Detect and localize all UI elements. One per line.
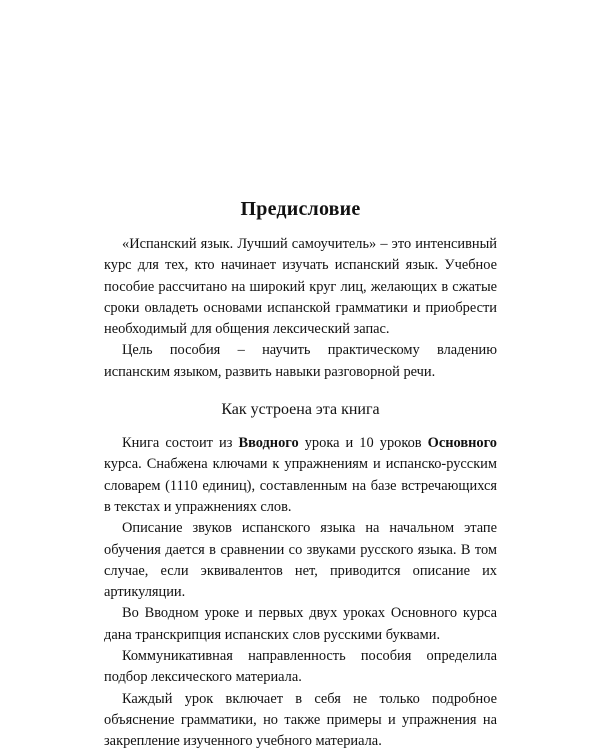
preface-paragraph: «Испанский язык. Лучший самоучитель» – это интенсивный курс для тех, кто начинает изучать испанский язык. Учебное пособие рассчитано на широкий круг лиц, желающих в сжатые сроки овладеть основами испанской грамматики и приобрести необходимый для общения лексический запас. (104, 236, 497, 338)
structure-paragraph: Каждый урок включает в себя не только подробное объяснение грамматики, но также примеры и упражнения на закрепление изученного учебного материала. (104, 690, 497, 750)
intro-text: Книга состоит из (122, 435, 239, 452)
intro-text: курса. Снабжена ключами к упражнениям и испанско-русским словарем (1110 единиц), составленным на базе встречающихся в текстах и упражнениях слов. (104, 456, 497, 515)
preface-paragraph: Цель пособия – научить практическому владению испанским языком, развить навыки разговорной речи. (104, 342, 497, 380)
structure-paragraph: Коммуникативная направленность пособия определила подбор лексического материала. (104, 648, 497, 686)
intro-text: урока и 10 уроков (298, 435, 428, 452)
structure-paragraph: Описание звуков испанского языка на начальном этапе обучения дается в сравнении со звуками русского языка. В том случае, если эквивалентов нет, приводится описание их артикуляции. (104, 520, 497, 601)
structure-paragraph: Во Вводном уроке и первых двух уроках Основного курса дана транскрипция испанских слов русскими буквами. (104, 605, 497, 643)
intro-bold-intro-lesson: Вводного (238, 435, 299, 452)
structure-title: Как устроена эта книга (221, 401, 380, 419)
page-content (104, 198, 497, 753)
structure-paragraph-intro (104, 433, 497, 518)
preface-title: Предисловие (240, 198, 361, 220)
intro-bold-main-course: Основного (427, 435, 497, 452)
